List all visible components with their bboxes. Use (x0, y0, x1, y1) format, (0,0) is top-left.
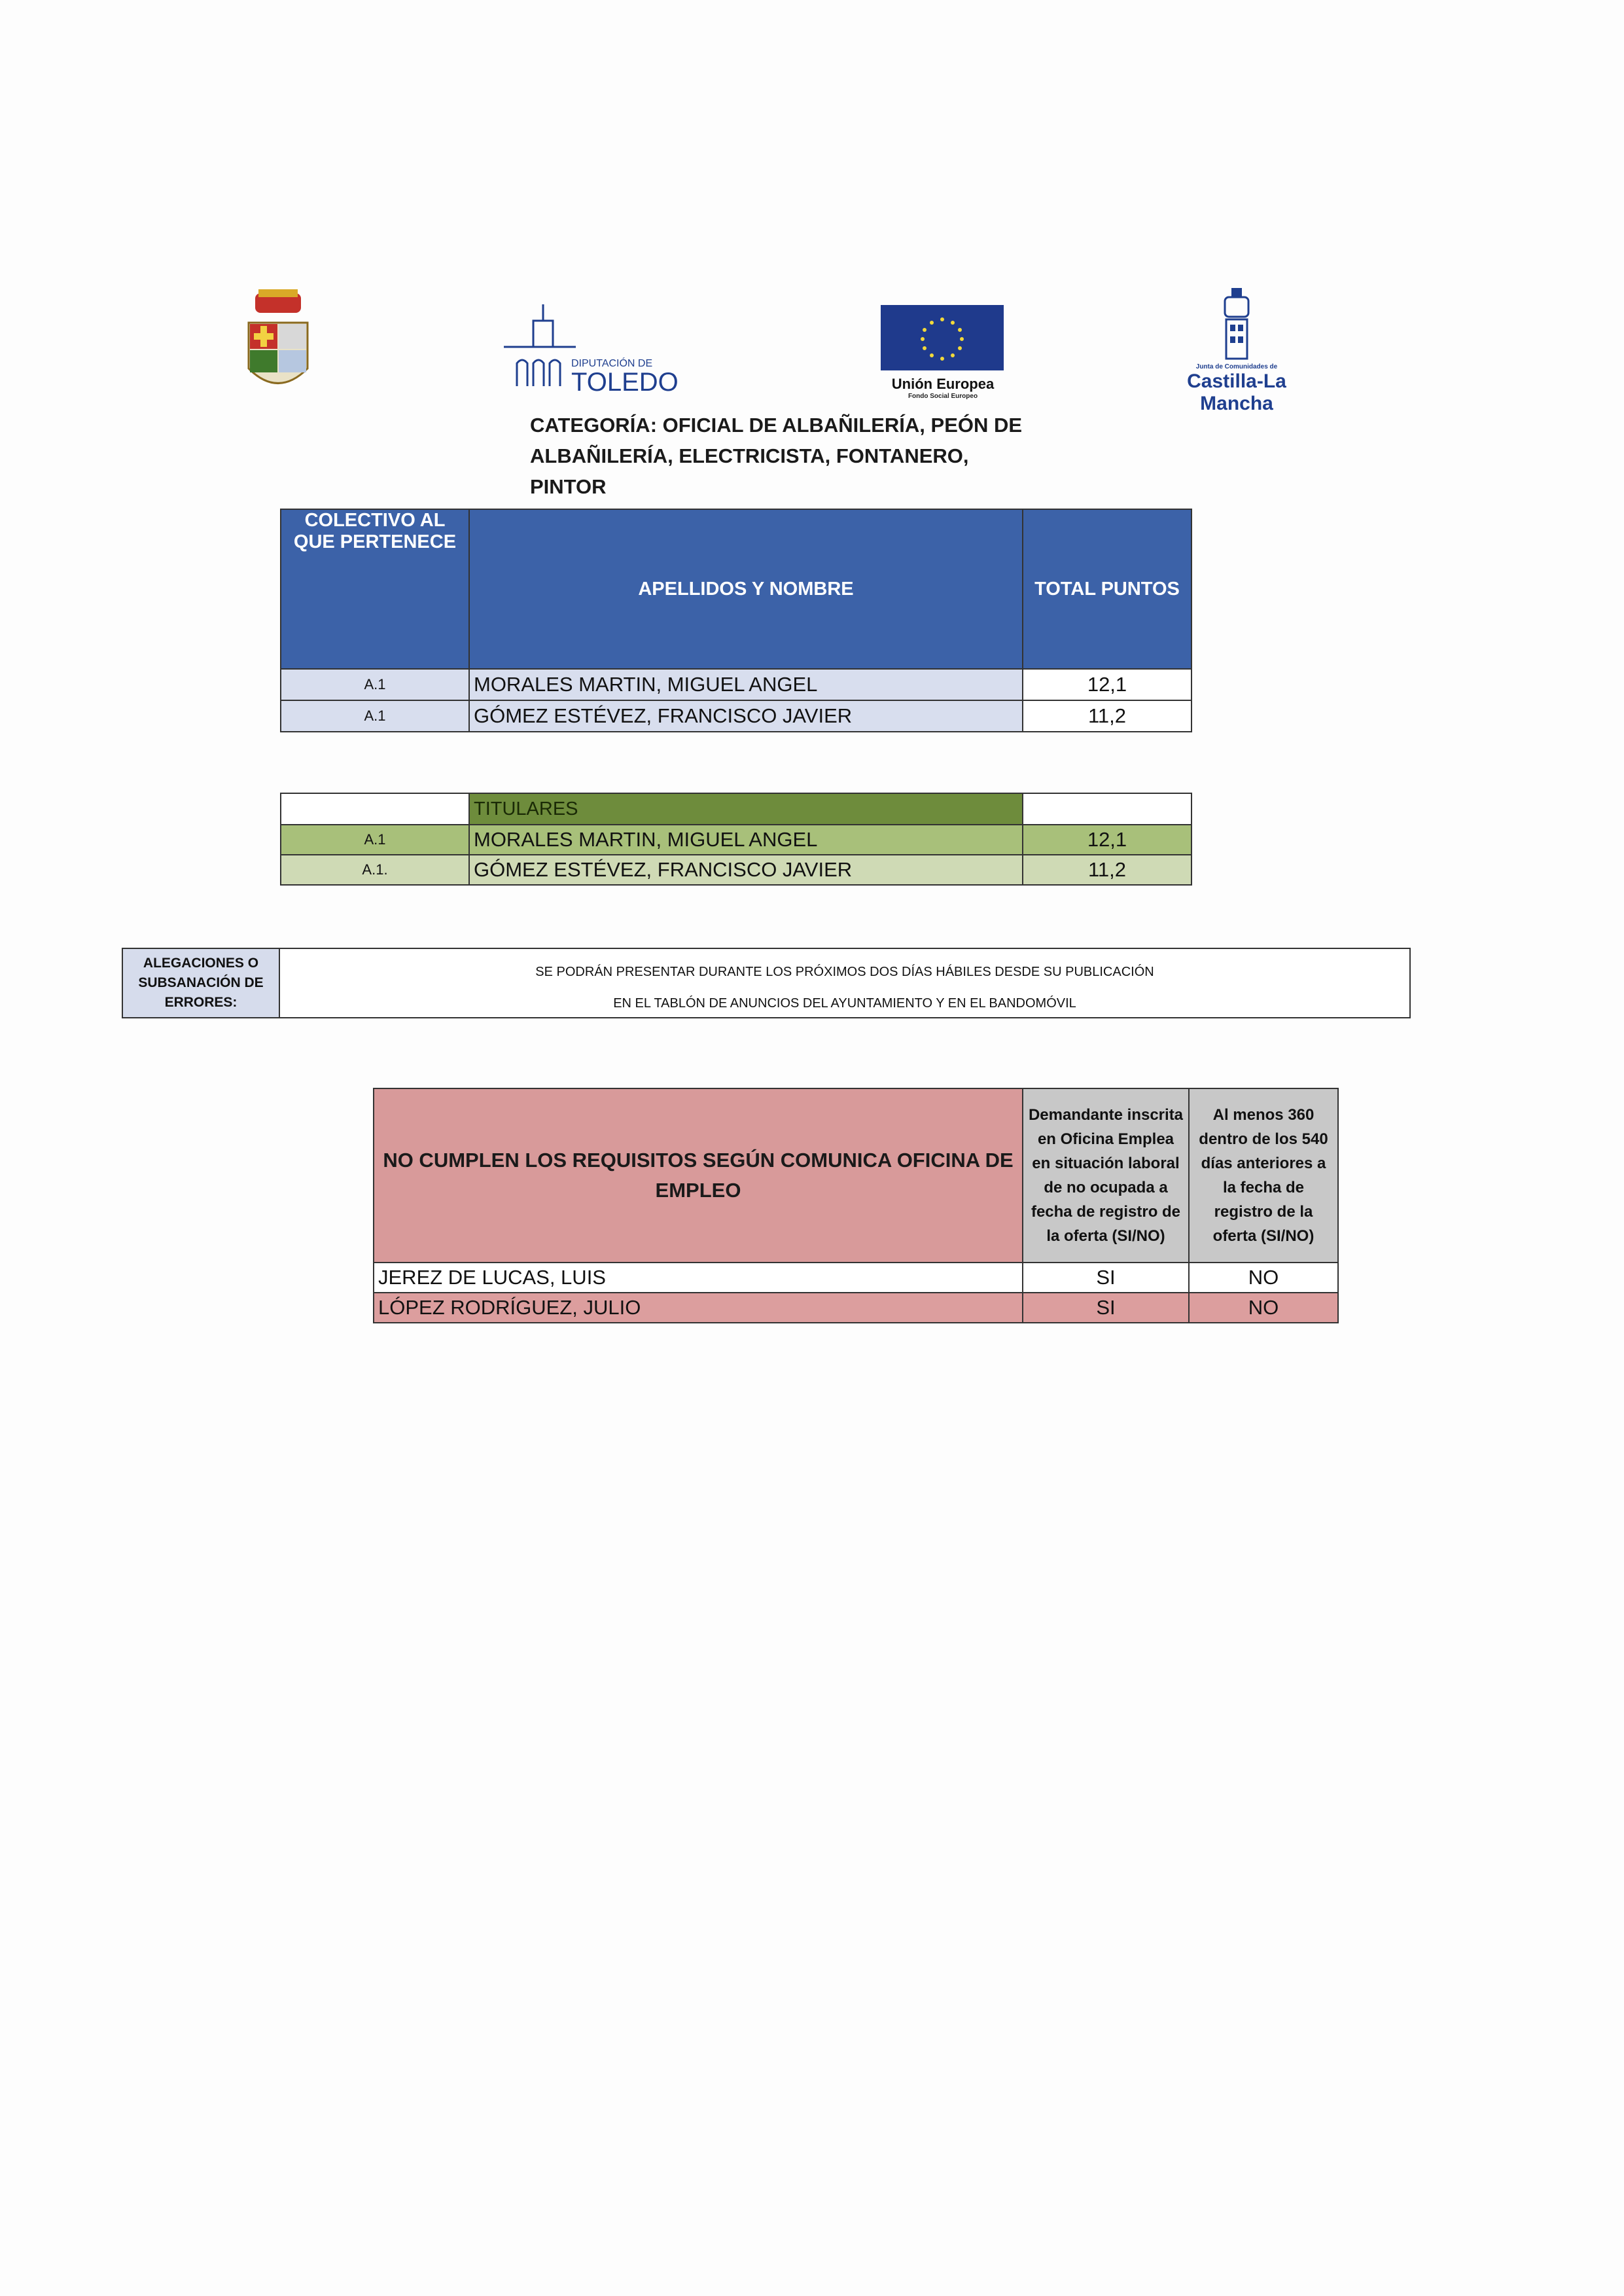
clm-top: Junta de Comunidades de (1195, 363, 1278, 370)
toledo-sub: DIPUTACIÓN DE (571, 358, 653, 369)
alegaciones-message (279, 948, 1410, 1018)
eu-logo (881, 305, 1005, 400)
castilla-la-mancha-logo (1158, 288, 1315, 415)
table-row (374, 1293, 1338, 1323)
demandante-cell: SI (1023, 1293, 1189, 1323)
header-dias: Al menos 360 dentro de los 540 días anteriores a la fecha de registro de la oferta (SI/NO) (1189, 1088, 1338, 1263)
table-row (281, 855, 1192, 885)
titulares-header: TITULARES (469, 793, 1023, 825)
table-row (281, 825, 1192, 855)
name-cell: MORALES MARTIN, MIGUEL ANGEL (469, 669, 1023, 700)
ranking-header-row (281, 509, 1192, 669)
eu-subtitle: Fondo Social Europeo (908, 393, 978, 400)
dias-cell: NO (1189, 1293, 1338, 1323)
name-cell: JEREZ DE LUCAS, LUIS (374, 1263, 1023, 1293)
clm-main: Castilla-La Mancha (1187, 370, 1286, 414)
alegaciones-line-2: EN EL TABLÓN DE ANUNCIOS DEL AYUNTAMIENTO Y EN EL BANDOMÓVIL (613, 996, 1076, 1011)
dias-cell: NO (1189, 1263, 1338, 1293)
name-cell: MORALES MARTIN, MIGUEL ANGEL (469, 825, 1023, 855)
header-colectivo: COLECTIVO AL QUE PERTENECE (281, 509, 469, 669)
colectivo-cell: A.1 (281, 825, 469, 855)
no-cumplen-table (373, 1088, 1339, 1323)
table-row (281, 700, 1192, 732)
points-cell: 12,1 (1023, 825, 1192, 855)
no-cumplen-header-row (374, 1088, 1338, 1263)
category-title: CATEGORÍA: OFICIAL DE ALBAÑILERÍA, PEÓN DE ALBAÑILERÍA, ELECTRICISTA, FONTANERO, PINTOR (530, 414, 1023, 498)
alegaciones-line-1: SE PODRÁN PRESENTAR DURANTE LOS PRÓXIMOS DOS DÍAS HÁBILES DESDE SU PUBLICACIÓN (535, 965, 1154, 979)
name-cell: GÓMEZ ESTÉVEZ, FRANCISCO JAVIER (469, 855, 1023, 885)
colectivo-cell: A.1 (281, 669, 469, 700)
ranking-table (280, 509, 1192, 732)
alegaciones-label: ALEGACIONES O SUBSANACIÓN DE ERRORES: (122, 948, 279, 1018)
titulares-table (280, 793, 1192, 886)
points-cell: 11,2 (1023, 700, 1192, 732)
municipal-coat-of-arms (242, 287, 314, 398)
points-cell: 12,1 (1023, 669, 1192, 700)
titulares-header-row (281, 793, 1192, 825)
colectivo-cell: A.1. (281, 855, 469, 885)
header-nombre: APELLIDOS Y NOMBRE (469, 509, 1023, 669)
table-row (374, 1263, 1338, 1293)
header-demandante: Demandante inscrita en Oficina Emplea en situación laboral de no ocupada a fecha de registro de la oferta (SI/NO) (1023, 1088, 1189, 1263)
toledo-main: TOLEDO (571, 368, 679, 397)
header-puntos: TOTAL PUNTOS (1023, 509, 1192, 669)
empty-cell (281, 793, 469, 825)
table-row (281, 669, 1192, 700)
empty-cell (1023, 793, 1192, 825)
eu-flag-icon (881, 305, 1004, 370)
diputacion-toledo-logo (504, 301, 679, 399)
name-cell: LÓPEZ RODRÍGUEZ, JULIO (374, 1293, 1023, 1323)
alegaciones-table (122, 948, 1411, 1018)
no-cumplen-title: NO CUMPLEN LOS REQUISITOS SEGÚN COMUNICA OFICINA DE EMPLEO (374, 1088, 1023, 1263)
points-cell: 11,2 (1023, 855, 1192, 885)
name-cell: GÓMEZ ESTÉVEZ, FRANCISCO JAVIER (469, 700, 1023, 732)
eu-title: Unión Europea (891, 376, 995, 392)
demandante-cell: SI (1023, 1263, 1189, 1293)
colectivo-cell: A.1 (281, 700, 469, 732)
